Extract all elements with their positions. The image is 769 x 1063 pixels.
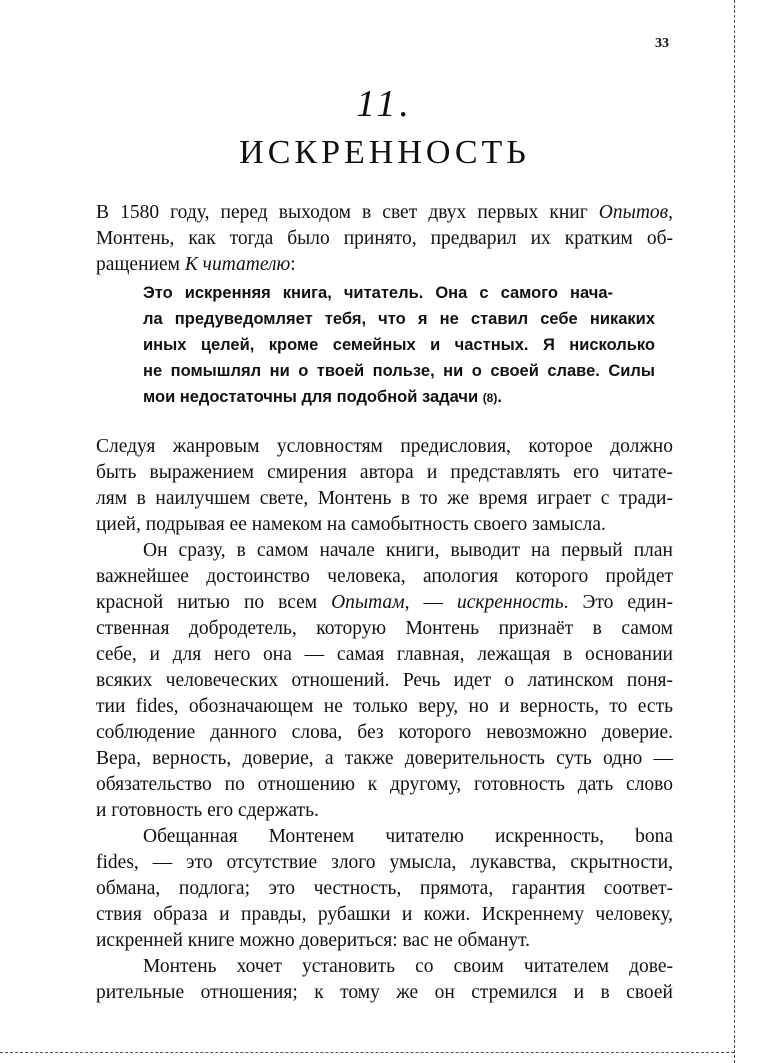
p2-line-1: Он сразу, в самом начале книги, выводит на первый план — [143, 540, 673, 561]
p2-line-9: Вера, верность, доверие, а также доверительность суть одно — — [96, 748, 673, 769]
p2-line-4: ственная добродетель, которую Монтень признаёт в самом — [96, 618, 673, 639]
p3-line-1: Обещанная Монтенем читателю искренность, bona — [143, 826, 673, 847]
p2-line-7: тии fides, обозначающем не только веру, но и верность, то есть — [96, 696, 673, 717]
p3-line-3: обмана, подлога; это честность, прямота, гарантия соответ- — [96, 878, 673, 899]
p3-line-4: ствия образа и правды, рубашки и кожи. Искреннему человеку, — [96, 904, 673, 925]
p1-line-3: лям в наилучшем свете, Монтень в то же время играет с тради- — [96, 488, 673, 509]
p1-line-2: быть выражением смирения автора и представлять его читате- — [96, 462, 673, 483]
page-number: 33 — [655, 36, 669, 51]
quote-line-1: Это искренняя книга, читатель. Она с самого нача- — [143, 284, 613, 302]
p2-line-6: всяких человеческих отношений. Речь идет о латинском поня- — [96, 670, 673, 691]
p2-line-11: и готовность его сдержать. — [96, 800, 319, 821]
quote-line-3: иных целей, кроме семейных и частных. Я нисколько — [143, 336, 655, 354]
p1-line-1: Следуя жанровым условностям предисловия, которое должно — [96, 436, 673, 457]
p1-line-4: цией, подрывая ее намеком на самобытность своего замысла. — [96, 514, 606, 535]
p2-line-10: обязательство по отношению к другому, готовность дать слово — [96, 774, 673, 795]
p2-line-3: красной нитью по всем Опытам, — искренность. Это един- — [96, 592, 674, 613]
chapter-title: ИСКРЕННОСТЬ — [239, 134, 530, 171]
intro-line-2: Монтень, как тогда было принято, предварил их кратким об- — [96, 228, 673, 249]
crop-mark-bottom — [0, 1052, 734, 1053]
p3-line-2: fides, — это отсутствие злого умысла, лукавства, скрытности, — [96, 852, 673, 873]
quote-line-2: ла предуведомляет тебя, что я не ставил себе никаких — [143, 310, 655, 328]
footnote-ref: (8) — [482, 391, 498, 405]
quote-line-4: не помышлял ни о твоей пользе, ни о своей славе. Силы — [143, 362, 655, 380]
intro-line-1: В 1580 году, перед выходом в свет двух первых книг Опытов, — [96, 202, 673, 223]
p2-line-2: важнейшее достоинство человека, апология которого пройдет — [96, 566, 673, 587]
intro-line-3: ращением К читателю: — [96, 254, 296, 275]
p2-line-8: соблюдение данного слова, без которого невозможно доверие. — [96, 722, 673, 743]
p2-line-5: себе, и для него она — самая главная, лежащая в основании — [96, 644, 673, 665]
quote-line-5: мои недостаточны для подобной задачи (8). — [143, 388, 502, 406]
p3-line-5: искренней книге можно довериться: вас не обманут. — [96, 930, 531, 951]
p4-line-2: рительные отношения; к тому же он стремился и в своей — [96, 982, 673, 1003]
p4-line-1: Монтень хочет установить со своим читателем дове- — [143, 956, 673, 977]
chapter-number: 11. — [356, 83, 413, 125]
